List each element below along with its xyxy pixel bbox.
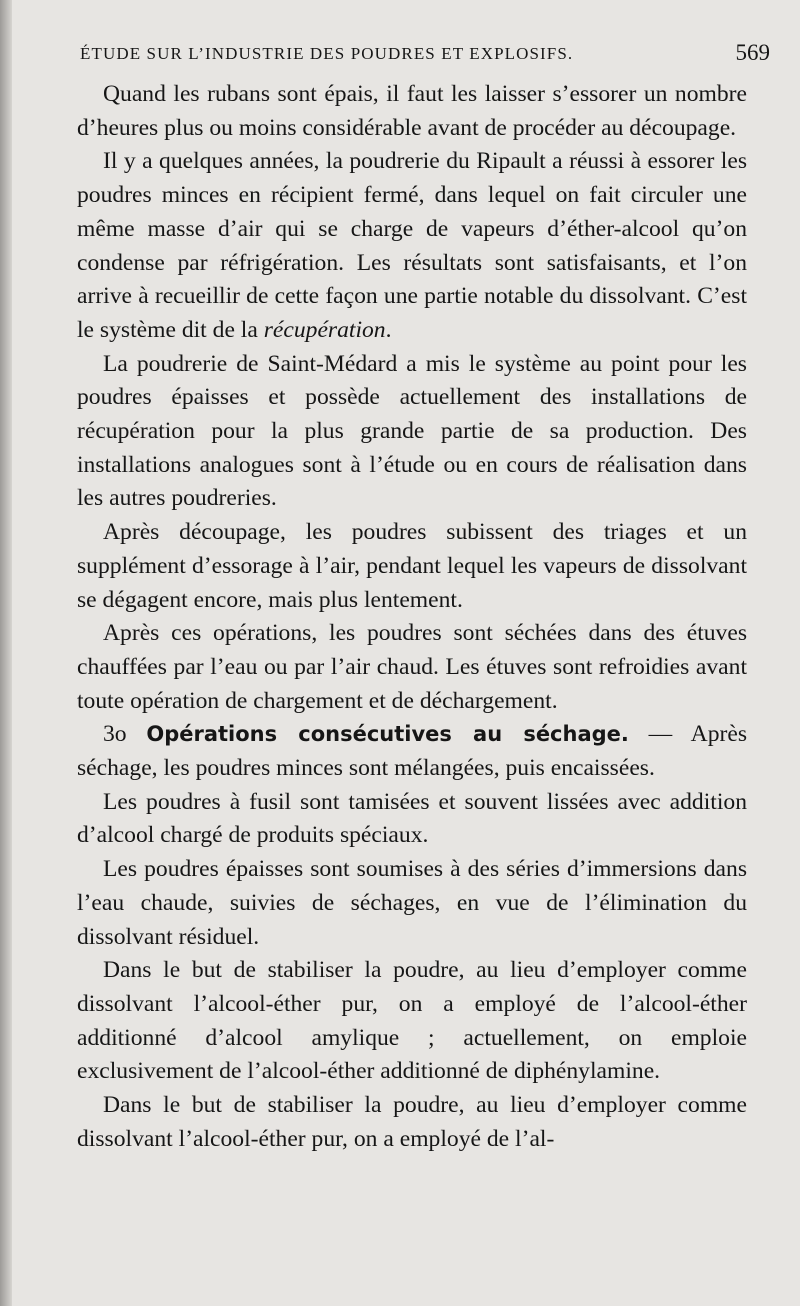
- paragraph-6: [77, 718, 747, 785]
- paragraph-7: Les poudres à fusil sont tamisées et souvent lissées avec addition d’alcool chargé de produits spéciaux.: [77, 788, 747, 849]
- paragraph-4: Après découpage, les poudres subissent des triages et un supplément d’essorage à l’air, pendant lequel les vapeurs de dissolvant se dégagent encore, mais plus lentement.: [77, 519, 747, 613]
- paragraph-1: Quand les rubans sont épais, il faut les laisser s’essorer un nombre d’heures plus ou moins considérable avant de procéder au découpage.: [77, 81, 747, 141]
- paragraph-3: La poudrerie de Saint-Médard a mis le système au point pour les poudres épaisses et possède actuellement des installations de récupération pour la plus grande partie de sa production. Des installations analogues sont à l’étude ou en cours de réalisation dans les autres poudreries.: [77, 350, 747, 512]
- page-bottom-edge: [0, 1306, 800, 1312]
- paragraph-9: Dans le but de stabiliser la poudre, au lieu d’employer comme dissolvant l’alcool-éther pur, on a employé de l’alcool-éther additionné d’alcool amylique ; actuellement, on emploie exclusivement de l’alcool-éther additionné de diphénylamine.: [77, 957, 747, 1085]
- paragraph-8: Les poudres épaisses sont soumises à des séries d’immersions dans l’eau chaude, suivies de séchages, en vue de l’élimination du dissolvant résiduel.: [77, 856, 747, 950]
- paragraph-2-end: .: [385, 316, 392, 343]
- binding-shadow: [0, 0, 12, 1312]
- section-heading: Opérations consécutives au séchage.: [146, 722, 629, 747]
- page-number: 569: [735, 40, 770, 65]
- paragraph-6-text: — Après séchage, les poudres minces sont mélangées, puis encaissées.: [77, 721, 748, 782]
- body-text: [77, 78, 747, 1157]
- section-number: 3o: [103, 721, 147, 748]
- paragraph-5: Après ces opérations, les poudres sont séchées dans des étuves chauffées par l’eau ou par l’air chaud. Les étuves sont refroidies avant toute opération de chargement et de déchargement.: [77, 620, 747, 714]
- paragraph-2-text: Il y a quelques années, la poudrerie du Ripault a réussi à essorer les poudres minces en récipient fermé, dans lequel on fait circuler une même masse d’air qui se charge de vapeurs d’éther-alcool qu’on condense par réfrigération. Les résultats sont satisfaisants, et l’on arrive à recueillir de cette façon une partie notable du dissolvant. C’est le système dit de la: [77, 148, 747, 343]
- page-header: [80, 40, 770, 72]
- emphasis-recuperation: récupération: [263, 316, 386, 343]
- running-title: ÉTUDE SUR L’INDUSTRIE DES POUDRES ET EXPLOSIFS.: [80, 44, 574, 63]
- paragraph-2: [77, 145, 747, 347]
- paragraph-10: Dans le but de stabiliser la poudre, au lieu d’employer comme dissolvant l’alcool-éther pur, on a employé de l’al-: [77, 1092, 747, 1152]
